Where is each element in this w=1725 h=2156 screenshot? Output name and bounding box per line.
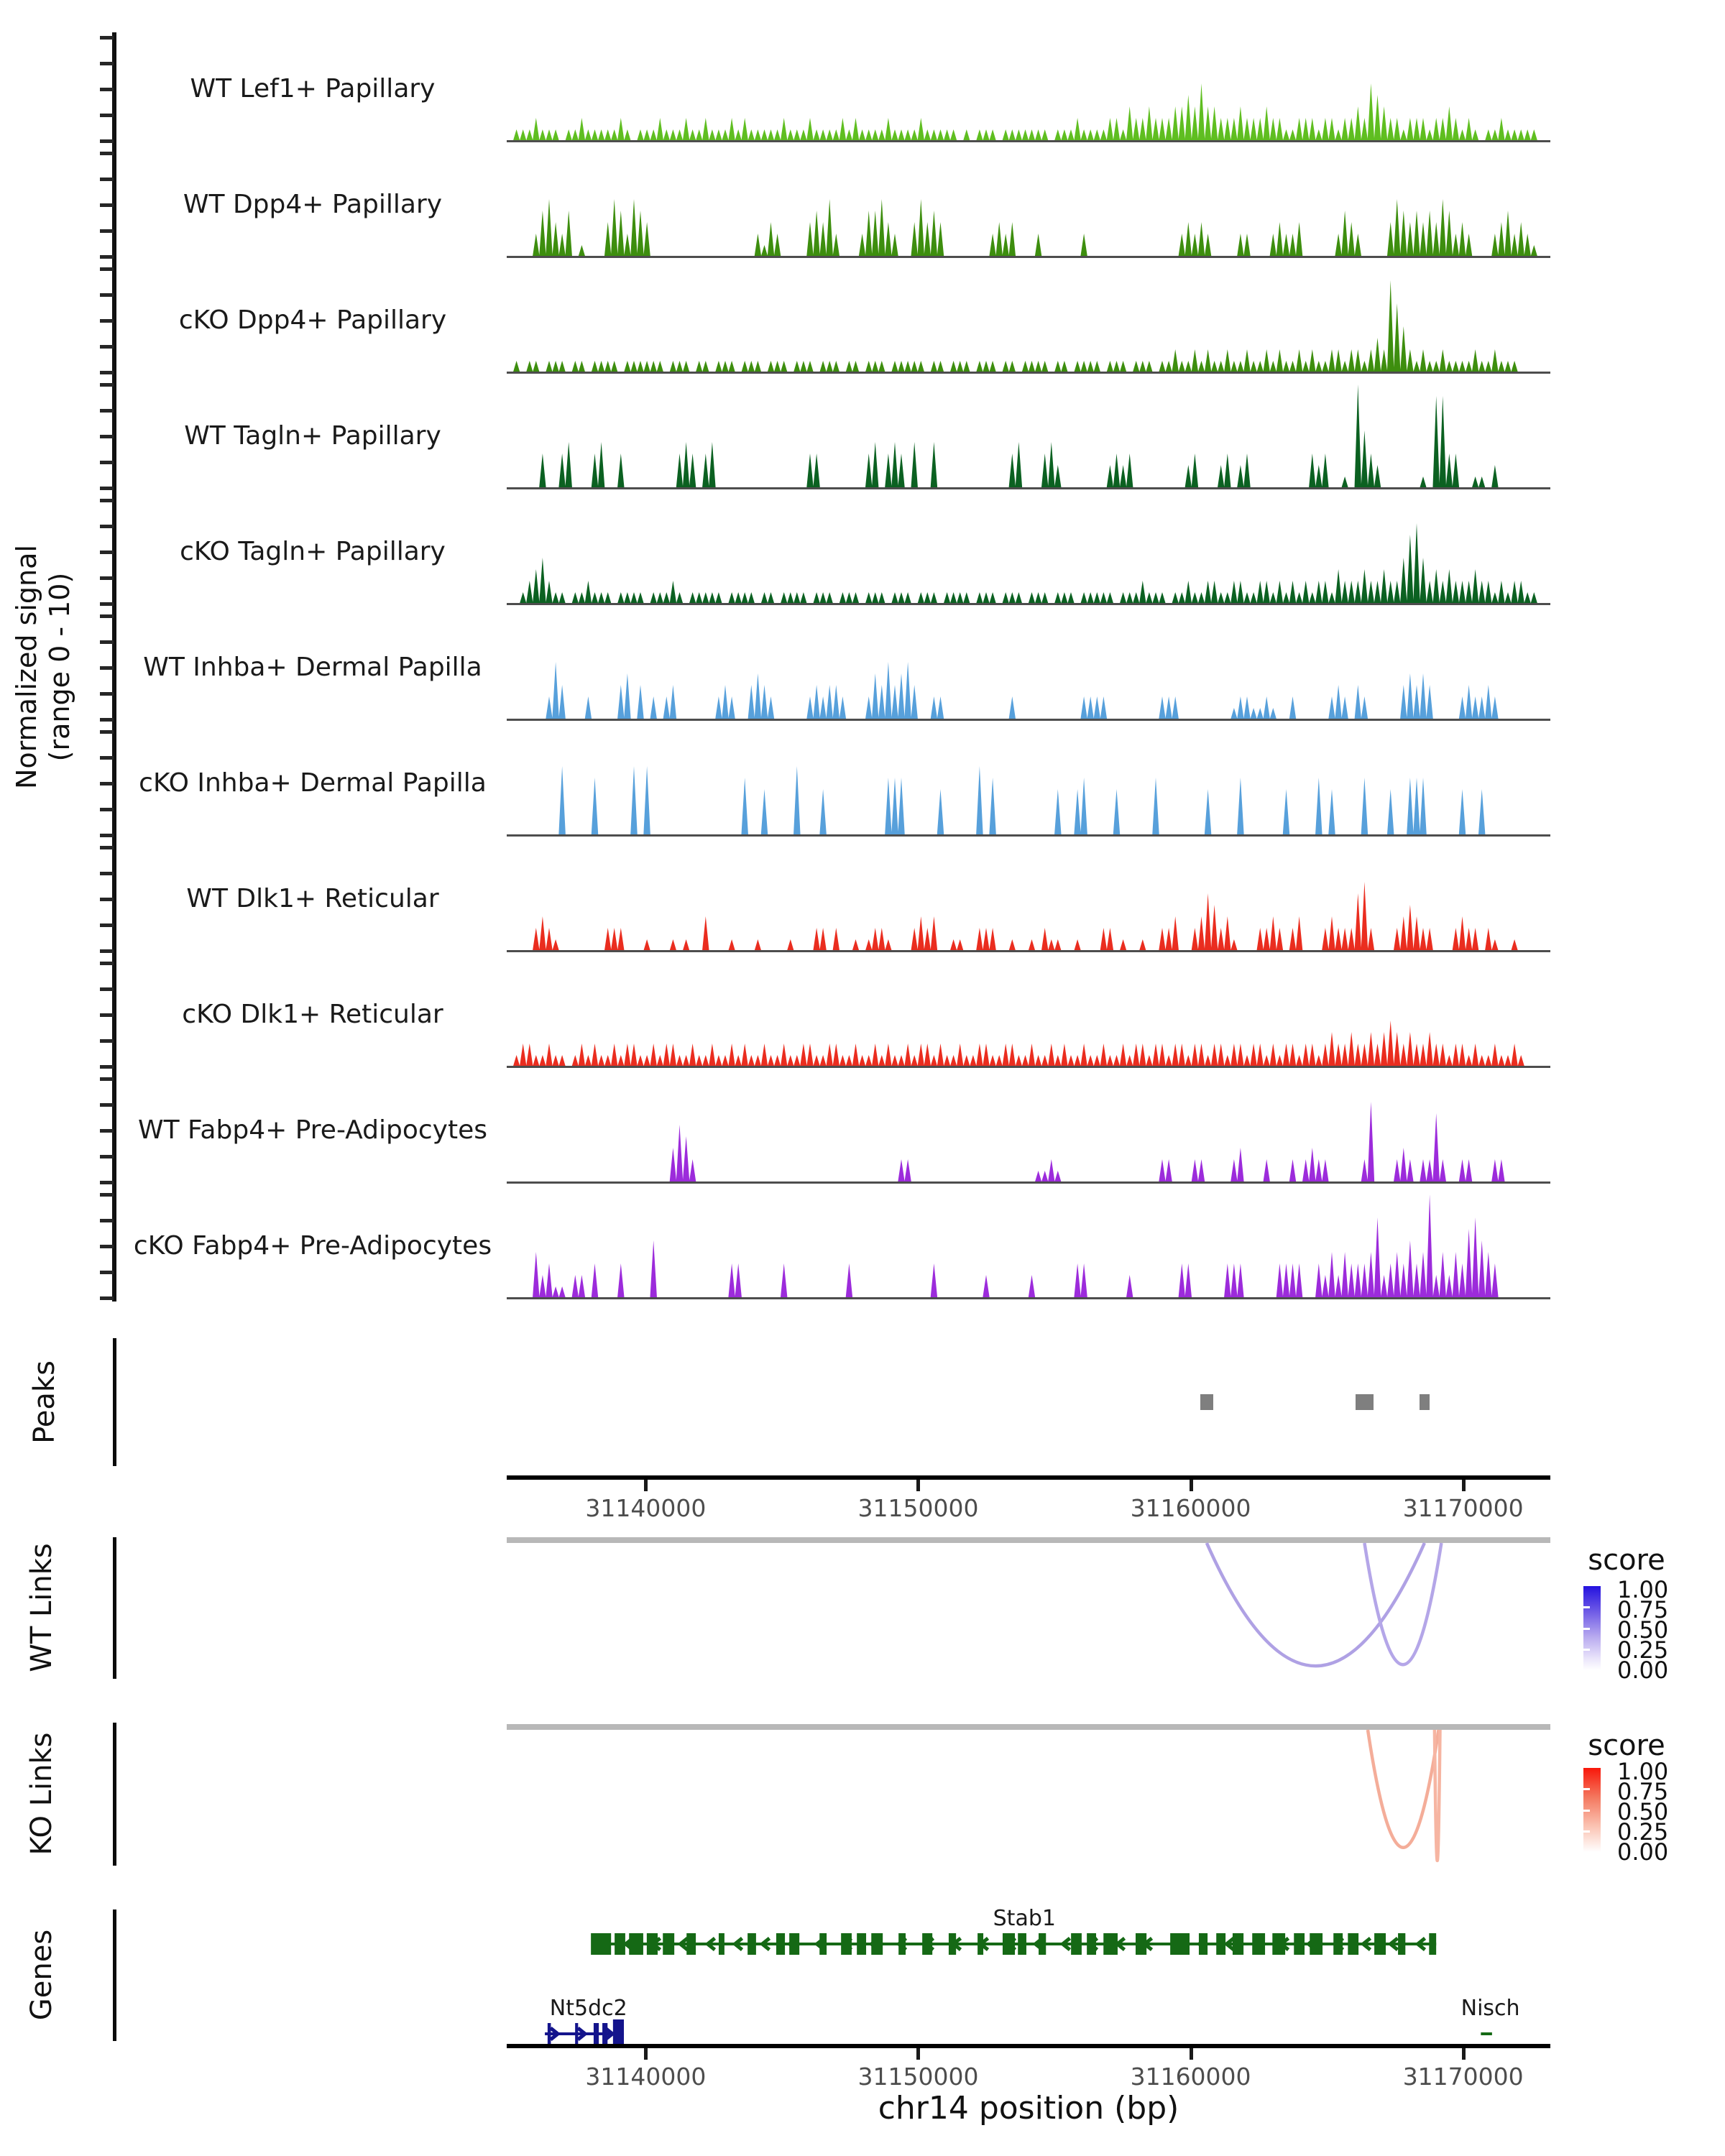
link-arc: [1364, 1543, 1441, 1664]
signal-area: [507, 1077, 1550, 1184]
track-label: cKO Dlk1+ Reticular: [182, 1000, 443, 1029]
y-axis-tick: [100, 756, 114, 760]
y-axis-tick: [100, 1271, 114, 1274]
y-axis-tick: [100, 525, 114, 528]
gene-name-label: Nt5dc2: [549, 1996, 627, 2021]
y-axis-tick: [100, 1013, 114, 1017]
signal-area: [507, 383, 1550, 489]
signal-area: [507, 614, 1550, 721]
y-axis-tick: [100, 898, 114, 901]
score-legend-label: 0.25: [1617, 1818, 1669, 1846]
colorbar-tick: [1583, 1830, 1590, 1833]
track-label: WT Lef1+ Papillary: [190, 74, 436, 103]
signal-area: [507, 1193, 1550, 1299]
y-axis-tick: [100, 846, 114, 849]
signal-area: [507, 152, 1550, 258]
ko-links-bracket: [113, 1723, 116, 1866]
y-axis-tick: [100, 962, 114, 965]
y-axis-tick: [100, 730, 114, 734]
signal-area: [507, 962, 1550, 1068]
gene-exon: [949, 1933, 956, 1955]
peak-region: [1420, 1394, 1430, 1410]
gene-exon: [841, 1933, 852, 1955]
track-baseline: [507, 1066, 1550, 1068]
wt-links-label: WT Links: [25, 1543, 58, 1672]
gene-exon: [1252, 1933, 1265, 1955]
track-baseline: [507, 372, 1550, 374]
y-axis-tick: [100, 267, 114, 271]
gene-exon: [602, 2023, 607, 2045]
axis-tick-label: 31150000: [857, 1494, 979, 1522]
gene-exon: [591, 1933, 611, 1955]
y-axis-tick: [100, 435, 114, 438]
gene-Nt5dc2: [545, 1996, 627, 2048]
ko-links-label: KO Links: [25, 1732, 58, 1856]
score-legend-label: 1.00: [1617, 1758, 1669, 1785]
y-axis-tick: [100, 923, 114, 927]
track-label: WT Tagln+ Papillary: [184, 421, 441, 451]
track-label: WT Dpp4+ Papillary: [183, 190, 443, 219]
gene-exon: [898, 1933, 906, 1955]
signal-path: [539, 384, 1499, 488]
y-axis-tick: [100, 229, 114, 233]
y-axis-tick: [100, 487, 114, 490]
y-axis-tick: [100, 692, 114, 696]
genes-label: Genes: [25, 1929, 58, 2021]
score-legend-label: 0.75: [1617, 1778, 1669, 1805]
y-axis-tick: [100, 1039, 114, 1043]
y-axis-tick: [100, 114, 114, 117]
axis-tick-label: 31170000: [1402, 2063, 1524, 2091]
gene-exon: [1374, 1933, 1386, 1955]
axis-tick: [1462, 2048, 1466, 2060]
y-axis-tick: [100, 383, 114, 387]
links-arcs: [507, 1730, 1550, 1870]
y-axis-tick: [100, 139, 114, 143]
y-axis-tick: [100, 640, 114, 644]
x-axis-title: chr14 position (bp): [878, 2090, 1179, 2127]
signal-area: [507, 499, 1550, 605]
gene-exon: [1199, 1933, 1208, 1955]
genes-bracket: [113, 1909, 116, 2041]
gene-name-label: Stab1: [993, 1906, 1056, 1931]
y-axis-tick: [100, 666, 114, 670]
y-axis-tick: [100, 782, 114, 786]
gene-exon: [871, 1933, 883, 1955]
peak-region: [1356, 1394, 1374, 1410]
axis-tick: [644, 2048, 648, 2060]
y-axis-tick: [100, 499, 114, 502]
gene-exon: [819, 1933, 827, 1955]
gene-exon: [1087, 1933, 1096, 1955]
gene-exon: [1216, 1933, 1225, 1955]
y-axis-tick: [100, 319, 114, 323]
peak-region: [1200, 1394, 1213, 1410]
score-legend-label: 0.75: [1617, 1596, 1669, 1623]
peaks-label: Peaks: [28, 1360, 61, 1444]
track-baseline: [507, 834, 1550, 837]
colorbar-tick: [1583, 1649, 1590, 1651]
score-legend-label: 1.00: [1617, 1576, 1669, 1603]
gene-exon: [575, 2023, 578, 2045]
score-legend-label: 0.00: [1617, 1657, 1669, 1684]
gene-exon: [594, 2023, 599, 2045]
gene-exon: [719, 1933, 724, 1955]
y-axis-tick: [100, 550, 114, 554]
score-legend-label: 0.25: [1617, 1636, 1669, 1664]
score-legend-label: 0.00: [1617, 1838, 1669, 1866]
signal-area: [507, 267, 1550, 374]
gene-exon: [615, 1933, 625, 1955]
link-arc: [1207, 1543, 1425, 1666]
axis-tick: [916, 1480, 920, 1491]
track-baseline: [507, 1297, 1550, 1299]
y-axis-tick: [100, 345, 114, 349]
y-axis-tick: [100, 36, 114, 40]
gene-exon: [686, 1933, 696, 1955]
signal-path: [513, 1021, 1524, 1067]
track-label: cKO Tagln+ Papillary: [180, 537, 446, 566]
signal-path: [670, 1102, 1505, 1182]
y-axis-tick: [100, 1077, 114, 1081]
axis-line: [507, 1475, 1550, 1480]
y-axis-tick: [100, 949, 114, 953]
gene-exon: [1003, 1933, 1015, 1955]
gene-exon: [978, 1933, 983, 1955]
colorbar-tick: [1583, 1606, 1590, 1608]
y-axis-tick: [100, 371, 114, 374]
colorbar-tick: [1583, 1628, 1590, 1630]
score-legend-title: score: [1588, 1544, 1665, 1577]
signal-path: [533, 199, 1537, 257]
peaks-bracket: [113, 1338, 116, 1466]
y-axis-tick: [100, 203, 114, 207]
track-baseline: [507, 950, 1550, 952]
track-label: cKO Fabp4+ Pre-Adipocytes: [133, 1231, 492, 1261]
y-axis-tick: [100, 1193, 114, 1197]
axis-tick-label: 31160000: [1130, 1494, 1251, 1522]
signal-area: [507, 36, 1550, 142]
gene-exon: [629, 1933, 643, 1955]
axis-line: [507, 2044, 1550, 2048]
track-baseline: [507, 140, 1550, 142]
links-arcs: [507, 1543, 1550, 1683]
track-label: cKO Inhba+ Dermal Papilla: [139, 768, 487, 798]
y-axis-tick: [100, 1155, 114, 1158]
y-axis-tick: [100, 987, 114, 991]
y-axis-tick: [100, 461, 114, 464]
signal-path: [513, 83, 1537, 141]
track-label: WT Dlk1+ Reticular: [186, 884, 439, 913]
gene-exon: [748, 1933, 756, 1955]
links-top-line: [507, 1537, 1550, 1543]
y-axis-tick: [100, 834, 114, 837]
axis-tick: [1190, 2048, 1193, 2060]
colorbar-tick: [1583, 1810, 1590, 1812]
gene-exon: [1018, 1933, 1026, 1955]
y-axis-tick: [100, 62, 114, 65]
axis-tick-label: 31170000: [1402, 1494, 1524, 1522]
track-baseline: [507, 256, 1550, 258]
gene-exon: [548, 2023, 551, 2045]
gene-exon: [1398, 1933, 1405, 1955]
y-axis-tick: [100, 872, 114, 875]
score-legend-label: 0.50: [1617, 1616, 1669, 1644]
y-axis-tick: [100, 718, 114, 722]
axis-tick: [1190, 1480, 1193, 1491]
gene-exon: [647, 1933, 658, 1955]
gene-exon: [1170, 1933, 1190, 1955]
signal-path: [513, 280, 1518, 372]
y-axis-tick: [100, 614, 114, 618]
gene-exon: [1310, 1933, 1322, 1955]
track-label: WT Fabp4+ Pre-Adipocytes: [138, 1115, 487, 1145]
signal-path: [558, 766, 1485, 835]
axis-tick-label: 31160000: [1130, 2063, 1251, 2091]
axis-tick-label: 31140000: [585, 2063, 707, 2091]
links-top-line: [507, 1724, 1550, 1730]
signal-path: [533, 1194, 1499, 1298]
axis-tick: [916, 2048, 920, 2060]
link-arc: [1368, 1730, 1439, 1848]
signal-path: [520, 523, 1537, 604]
y-axis-tick: [100, 602, 114, 606]
signal-area: [507, 846, 1550, 952]
gene-exon: [789, 1933, 799, 1955]
track-baseline: [507, 719, 1550, 721]
track-baseline: [507, 487, 1550, 489]
axis-tick: [644, 1480, 648, 1491]
gene-exon: [1348, 1933, 1358, 1955]
signal-path: [546, 662, 1499, 719]
gene-exon: [922, 1933, 932, 1955]
y-axis-tick: [100, 1296, 114, 1300]
y-axis-tick: [100, 808, 114, 811]
axis-tick-label: 31140000: [585, 1494, 707, 1522]
gene-Stab1: [591, 1906, 1436, 1955]
y-axis-tick: [100, 1181, 114, 1184]
y-axis-tick: [100, 1245, 114, 1248]
wt-links-bracket: [113, 1537, 116, 1679]
y-axis-tick: [100, 576, 114, 580]
track-label: cKO Dpp4+ Papillary: [178, 305, 447, 335]
y-axis-tick: [100, 1065, 114, 1069]
track-baseline: [507, 1181, 1550, 1184]
genes-canvas: [431, 1904, 1653, 2059]
gene-exon: [1429, 1933, 1436, 1955]
axis-tick-label: 31150000: [857, 2063, 979, 2091]
y-axis-tick: [100, 1129, 114, 1133]
colorbar-tick: [1583, 1788, 1590, 1790]
y-axis-label-line2: (range 0 - 10): [44, 572, 75, 762]
gene-exon: [776, 1933, 785, 1955]
gene-exon: [1103, 1933, 1118, 1955]
y-axis-tick: [100, 88, 114, 91]
y-axis-tick: [100, 1103, 114, 1107]
score-legend-label: 0.50: [1617, 1798, 1669, 1825]
y-axis-tick: [100, 409, 114, 413]
gene-Nisch: [1461, 1996, 1520, 2034]
y-axis-tick: [100, 1219, 114, 1222]
y-axis-tick: [100, 255, 114, 259]
gene-exon: [1136, 1933, 1146, 1955]
gene-exon: [857, 1933, 866, 1955]
gene-name-label: Nisch: [1460, 1996, 1520, 2021]
axis-tick: [1462, 1480, 1466, 1491]
y-axis-tick: [100, 152, 114, 155]
track-baseline: [507, 603, 1550, 605]
gene-exon: [1333, 1933, 1343, 1955]
gene-exon: [1233, 1933, 1243, 1955]
signal-area: [507, 730, 1550, 837]
gene-exon: [1294, 1933, 1305, 1955]
gene-exon: [1071, 1933, 1082, 1955]
gene-exon: [1039, 1933, 1046, 1955]
y-axis-label-line1: Normalized signal: [11, 545, 42, 789]
y-axis-tick: [100, 293, 114, 297]
score-legend-title: score: [1588, 1729, 1665, 1762]
gene-exon: [1272, 1933, 1285, 1955]
y-axis-tick: [100, 178, 114, 181]
track-label: WT Inhba+ Dermal Papilla: [143, 653, 482, 682]
signal-path: [533, 882, 1518, 951]
gene-exon: [663, 1933, 674, 1955]
link-arc: [1435, 1730, 1440, 1861]
